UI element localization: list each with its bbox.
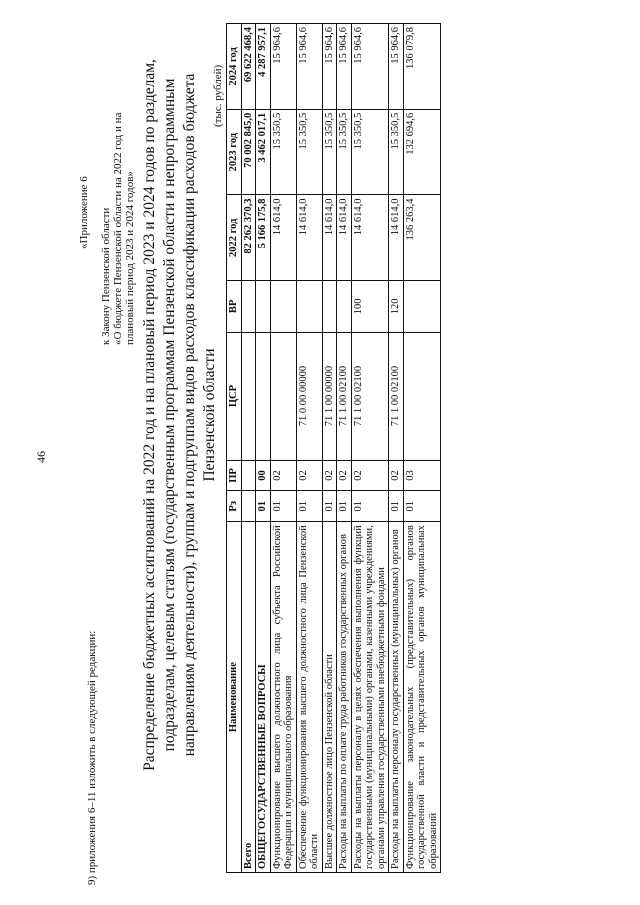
cell-y2023: 15 350,5 — [389, 109, 404, 195]
cell-name: Расходы на выплаты персоналу государственных (муниципальных) органов — [389, 522, 404, 873]
cell-rz: 01 — [296, 491, 322, 522]
appendix-line-1: к Закону Пензенской области — [100, 207, 112, 345]
cell-csr: 71 1 00 02100 — [351, 332, 389, 460]
table-row — [403, 24, 441, 873]
cell-csr — [256, 332, 271, 460]
table-row — [270, 24, 296, 873]
cell-name: Функционирование законодательных (представительных) органов государственной власти и представительных органов муниципальных образований — [403, 522, 441, 873]
cell-csr: 71 1 00 00000 — [322, 332, 337, 460]
appendix-label: «Приложение 6 — [78, 176, 90, 249]
header-csr: ЦСР — [227, 332, 242, 460]
cell-y2022: 14 614,0 — [389, 195, 404, 281]
cell-y2022: 14 614,0 — [322, 195, 337, 281]
cell-name: Высшее должностное лицо Пензенской области — [322, 522, 337, 873]
cell-y2024: 15 964,6 — [389, 24, 404, 110]
header-name: Наименование — [227, 522, 242, 873]
cell-y2024: 15 964,6 — [337, 24, 352, 110]
cell-vr: 100 — [351, 281, 389, 332]
table-row — [241, 24, 256, 873]
table-row — [256, 24, 271, 873]
cell-y2024: 15 964,6 — [270, 24, 296, 110]
cell-y2022: 82 262 370,3 — [241, 195, 256, 281]
cell-name: Обеспечение функционирования высшего должностного лица Пензенской области — [296, 522, 322, 873]
cell-csr: 71 1 00 02100 — [389, 332, 404, 460]
cell-y2024: 15 964,6 — [351, 24, 389, 110]
cell-pr: 03 — [403, 460, 441, 491]
appendix-header — [78, 45, 136, 345]
cell-vr — [322, 281, 337, 332]
cell-y2022: 14 614,0 — [337, 195, 352, 281]
table-row — [296, 24, 322, 873]
cell-name: ОБЩЕГОСУДАРСТВЕННЫЕ ВОПРОСЫ — [256, 522, 271, 873]
cell-y2024: 15 964,6 — [322, 24, 337, 110]
cell-y2023: 3 462 017,1 — [256, 109, 271, 195]
cell-rz: 01 — [403, 491, 441, 522]
cell-rz: 01 — [351, 491, 389, 522]
header-vr: ВР — [227, 281, 242, 332]
cell-rz: 01 — [389, 491, 404, 522]
cell-y2023: 15 350,5 — [351, 109, 389, 195]
header-2024: 2024 год — [227, 24, 242, 110]
cell-pr: 02 — [389, 460, 404, 491]
page-number: 46 — [34, 451, 48, 463]
cell-csr — [241, 332, 256, 460]
cell-vr — [403, 281, 441, 332]
cell-name: Расходы на выплаты персоналу в целях обеспечения выполнения функций государственными (муниципальными) органами, казенными учреждениями, органами управления государственными внебюджетными фондами — [351, 522, 389, 873]
header-2022: 2022 год — [227, 195, 242, 281]
cell-vr — [296, 281, 322, 332]
cell-pr: 02 — [322, 460, 337, 491]
cell-y2022: 136 263,4 — [403, 195, 441, 281]
cell-rz: 01 — [322, 491, 337, 522]
cell-rz: 01 — [256, 491, 271, 522]
appendix-line-3: плановый период 2023 и 2024 годов» — [124, 171, 136, 345]
cell-name: Функционирование высшего должностного лица субъекта Российской Федерации и муниципального образования — [270, 522, 296, 873]
appendix-line-2: «О бюджете Пензенской области на 2022 год и на — [112, 112, 124, 345]
document-title: Распределение бюджетных ассигнований на 2022 год и на плановый период 2023 и 2024 годов по разделам, подразделам, целевым статьям (государственным программам Пензенской области и непрограммным направлениям деятельности), группам и подгруппам видов расходов классификации расходов бюджета Пензенской области — [141, 59, 218, 771]
cell-name: Всего — [241, 522, 256, 873]
cell-rz: 01 — [270, 491, 296, 522]
table-row — [337, 24, 352, 873]
cell-csr — [270, 332, 296, 460]
cell-rz: 01 — [337, 491, 352, 522]
cell-vr: 120 — [389, 281, 404, 332]
table-row — [389, 24, 404, 873]
header-2023: 2023 год — [227, 109, 242, 195]
cell-vr — [241, 281, 256, 332]
intro-text: 9) приложения 6–11 изложить в следующей редакции: — [86, 630, 98, 885]
cell-y2024: 15 964,6 — [296, 24, 322, 110]
cell-y2024: 136 079,8 — [403, 24, 441, 110]
table-header-row — [227, 24, 242, 873]
cell-pr: 00 — [256, 460, 271, 491]
cell-csr: 71 1 00 02100 — [337, 332, 352, 460]
cell-y2024: 4 287 957,1 — [256, 24, 271, 110]
budget-table — [226, 23, 441, 873]
cell-vr — [337, 281, 352, 332]
cell-csr — [403, 332, 441, 460]
cell-y2023: 70 002 845,0 — [241, 109, 256, 195]
cell-pr: 02 — [270, 460, 296, 491]
cell-y2023: 15 350,5 — [296, 109, 322, 195]
cell-y2023: 15 350,5 — [322, 109, 337, 195]
cell-pr: 02 — [351, 460, 389, 491]
cell-pr: 02 — [337, 460, 352, 491]
header-rz: Рз — [227, 491, 242, 522]
cell-y2023: 15 350,5 — [270, 109, 296, 195]
unit-label: (тыс. рублей) — [212, 64, 224, 127]
cell-pr: 02 — [296, 460, 322, 491]
table-row — [351, 24, 389, 873]
cell-name: Расходы на выплаты по оплате труда работников государственных органов — [337, 522, 352, 873]
header-pr: ПР — [227, 460, 242, 491]
cell-y2024: 69 622 468,4 — [241, 24, 256, 110]
cell-vr — [256, 281, 271, 332]
cell-y2023: 15 350,5 — [337, 109, 352, 195]
table-row — [322, 24, 337, 873]
cell-y2022: 5 166 175,8 — [256, 195, 271, 281]
cell-y2022: 14 614,0 — [351, 195, 389, 281]
cell-pr — [241, 460, 256, 491]
cell-csr: 71 0 00 00000 — [296, 332, 322, 460]
cell-y2022: 14 614,0 — [270, 195, 296, 281]
cell-y2023: 132 694,6 — [403, 109, 441, 195]
cell-rz — [241, 491, 256, 522]
cell-vr — [270, 281, 296, 332]
cell-y2022: 14 614,0 — [296, 195, 322, 281]
